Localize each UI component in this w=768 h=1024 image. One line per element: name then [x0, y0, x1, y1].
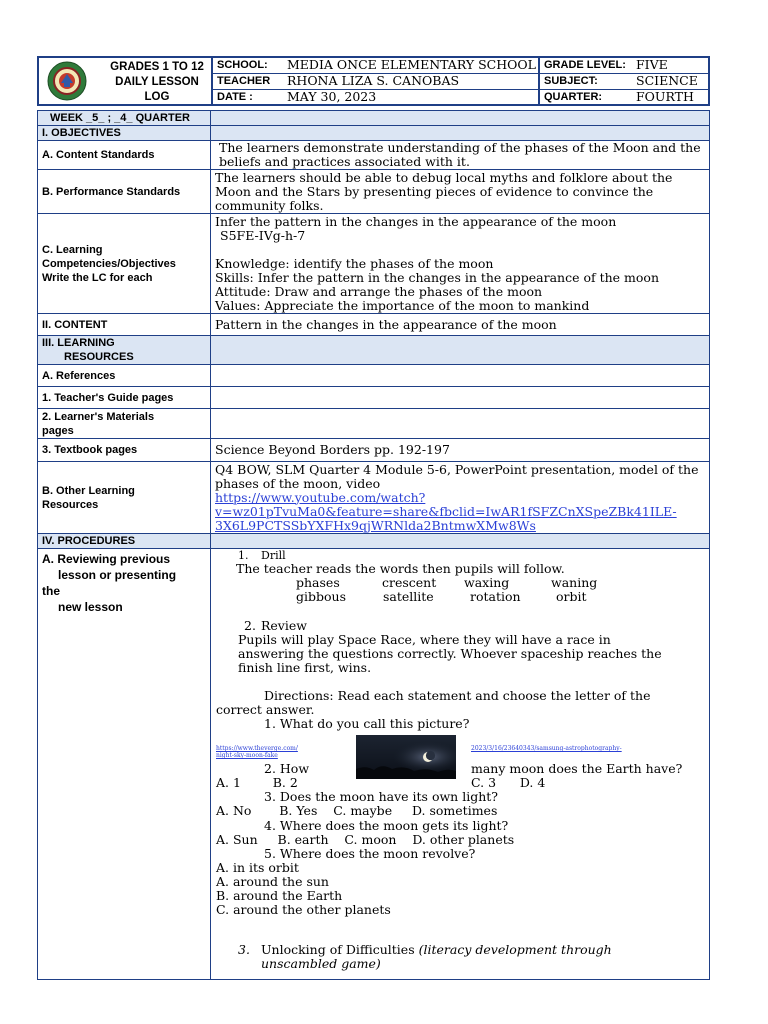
question-2-options-left: A. 1 B. 2	[216, 775, 298, 790]
lesson-log-page	[37, 56, 710, 980]
question-3-options: A. No B. Yes C. maybe D. sometimes	[216, 803, 498, 818]
directions-line-1: Directions: Read each statement and choose the letter of the	[264, 688, 651, 703]
question-2-options-right: C. 3 D. 4	[471, 775, 546, 790]
question-5: 5. Where does the moon revolve?	[264, 846, 476, 861]
references-label: A. References	[38, 365, 211, 387]
content-heading: II. CONTENT	[38, 314, 211, 336]
video-link[interactable]: https://www.youtube.com/watch? v=wz01pTvuMa0&feature=share&fbclid=IwAR1fSFZCnXSpeZBk41ILE- 3X6L9PCTSSbYXFHx9qjWRNlda2BntmwXMw8Ws	[215, 489, 677, 533]
header-grade-block	[540, 58, 708, 104]
other-resources-label: B. Other Learning Resources	[38, 462, 211, 534]
other-resources-text: Q4 BOW, SLM Quarter 4 Module 5-6, PowerPoint presentation, model of the phases of the moon, video https://www.youtube.com/watch? v=wz01pTvuMa0&feature=share&fbclid=IwAR1fSFZCnXSpeZBk41ILE- 3X6L9PCTSSbYXFHx9qjWRNlda2BntmwXMw8Ws	[211, 462, 710, 534]
teacher-value: RHONA LIZA S. CANOBAS	[287, 73, 460, 88]
content-standards-text: The learners demonstrate understanding of the phases of the Moon and the beliefs and practices associated with it.	[211, 141, 710, 170]
objectives-heading: I. OBJECTIVES	[38, 126, 211, 141]
school-seal-icon	[47, 61, 87, 101]
image-source-link-1[interactable]: https://www.theverge.com/	[216, 745, 298, 752]
performance-standards-text: The learners should be able to debug local myths and folklore about the Moon and the Stars by presenting pieces of evidence to convince the community folks.	[211, 170, 710, 214]
drill-heading: Drill	[261, 549, 286, 562]
learners-materials-label: 2. Learner's Materials pages	[38, 409, 211, 439]
lesson-plan-table	[37, 110, 710, 980]
subject-value: SCIENCE	[636, 73, 698, 88]
learning-resources-heading: III. LEARNING RESOURCES	[38, 336, 211, 365]
procedures-content	[211, 549, 710, 980]
question-4-options: A. Sun B. earth C. moon D. other planets	[216, 832, 515, 847]
header-title	[103, 60, 211, 105]
word-gibbous: gibbous	[296, 589, 346, 604]
school-label: SCHOOL:	[217, 59, 268, 71]
review-heading: Review	[261, 618, 307, 633]
quarter-label: QUARTER:	[544, 91, 603, 103]
date-label: DATE :	[217, 91, 253, 103]
word-orbit: orbit	[556, 589, 587, 604]
lesson-log-header	[37, 56, 710, 106]
crescent-moon-image	[356, 735, 456, 779]
word-waxing: waxing	[464, 575, 510, 590]
word-phases: phases	[296, 575, 340, 590]
grade-level-value: FIVE	[636, 57, 668, 72]
header-school-block	[213, 58, 540, 104]
question-5-option-2: A. around the sun	[216, 874, 329, 889]
learning-competencies-label: C. Learning Competencies/Objectives Write the LC for each	[38, 214, 211, 314]
unlocking-number: 3.	[238, 942, 250, 957]
week-quarter-label: WEEK _5_ ; _4_ QUARTER	[38, 111, 211, 126]
textbook-pages-value: Science Beyond Borders pp. 192-197	[211, 439, 710, 462]
question-5-option-1: A. in its orbit	[216, 860, 299, 875]
review-text-1: Pupils will play Space Race, where they will have a race in	[238, 632, 611, 647]
reviewing-lesson-label: A. Reviewing previous lesson or presenting the new lesson	[38, 549, 211, 980]
word-satellite: satellite	[383, 589, 434, 604]
word-crescent: crescent	[382, 575, 437, 590]
textbook-pages-label: 3. Textbook pages	[38, 439, 211, 462]
header-title-line2: DAILY LESSON LOG	[115, 76, 199, 103]
performance-standards-label: B. Performance Standards	[38, 170, 211, 214]
review-text-2: answering the questions correctly. Whoever spaceship reaches the	[238, 646, 662, 661]
teacher-label: TEACHER	[217, 75, 271, 87]
image-source-link-2[interactable]: night-sky-moon-fake	[216, 752, 278, 759]
question-2-start: 2. How	[264, 761, 310, 776]
drill-text: The teacher reads the words then pupils will follow.	[236, 561, 565, 576]
content-standards-label: A. Content Standards	[38, 141, 211, 170]
question-3: 3. Does the moon have its own light?	[264, 789, 498, 804]
question-5-option-3: B. around the Earth	[216, 888, 343, 903]
drill-number: 1.	[238, 549, 249, 562]
image-source-link-3[interactable]: 2023/3/16/23640343/samsung-astrophotography-	[471, 745, 622, 752]
question-1: 1. What do you call this picture?	[264, 716, 470, 731]
unlocking-heading: Unlocking of Difficulties (literacy development through	[261, 942, 612, 957]
date-value: MAY 30, 2023	[287, 89, 377, 104]
directions-line-2: correct answer.	[216, 702, 315, 717]
procedures-heading: IV. PROCEDURES	[38, 534, 211, 549]
subject-label: SUBJECT:	[544, 75, 598, 87]
question-5-option-4: C. around the other planets	[216, 902, 391, 917]
question-4: 4. Where does the moon gets its light?	[264, 818, 509, 833]
learning-competencies-text: Infer the pattern in the changes in the appearance of the moon S5FE-IVg-h-7 Knowledge: identify the phases of the moon Skills: Infer the pattern in the changes in the appearance of the moon Attitude: Draw and arrange the phases of the moon Values: Appreciate the importance of the moon to mankind	[211, 214, 710, 314]
school-value: MEDIA ONCE ELEMENTARY SCHOOL	[287, 57, 536, 72]
teachers-guide-label: 1. Teacher's Guide pages	[38, 387, 211, 409]
header-title-line1: GRADES 1 TO 12	[110, 61, 204, 73]
review-text-3: finish line first, wins.	[238, 660, 372, 675]
review-number: 2.	[244, 618, 256, 633]
question-2-end: many moon does the Earth have?	[471, 761, 683, 776]
unlocking-note: unscambled game)	[261, 956, 381, 971]
grade-level-label: GRADE LEVEL:	[544, 59, 626, 71]
header-title-block	[39, 58, 213, 104]
content-text: Pattern in the changes in the appearance of the moon	[211, 314, 710, 336]
word-waning: waning	[551, 575, 598, 590]
word-rotation: rotation	[470, 589, 521, 604]
quarter-value: FOURTH	[636, 89, 694, 104]
